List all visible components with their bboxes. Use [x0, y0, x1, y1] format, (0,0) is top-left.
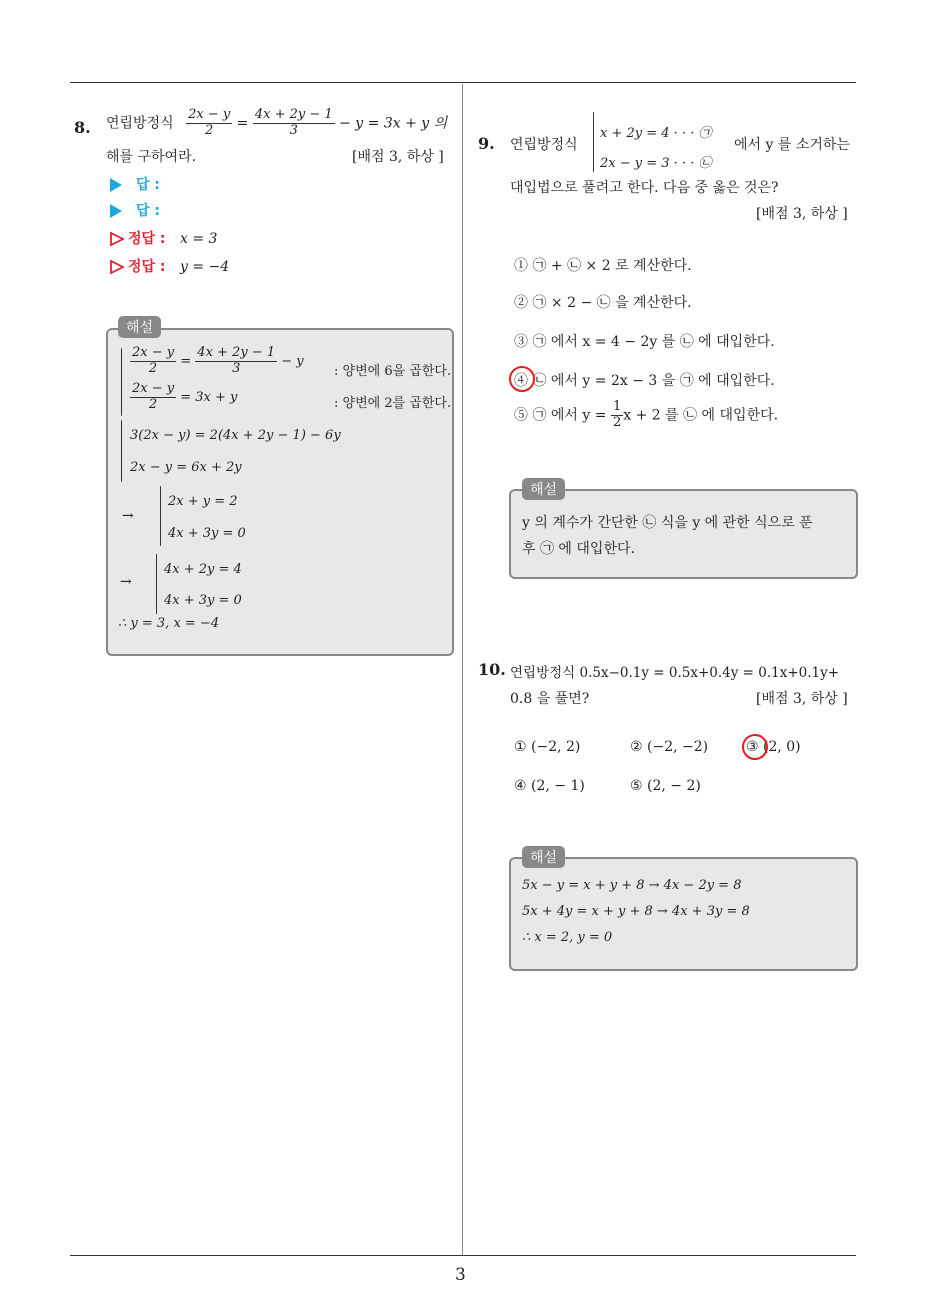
- q8-sol-e1: 4x + 2y = 4: [164, 562, 242, 577]
- q8-brace-1: [121, 348, 122, 416]
- q9-number: 9.: [478, 134, 495, 153]
- q9-option-4[interactable]: ④ ㉡ 에서 y = 2x − 3 을 ㉠ 에 대입한다.: [514, 373, 775, 389]
- q9-option-2[interactable]: ② ㉠ × 2 − ㉡ 을 계산한다.: [514, 295, 692, 311]
- q8-sol-b-note: : 양변에 2를 곱한다.: [334, 396, 452, 411]
- q8-stem-line1: [106, 108, 447, 139]
- q10-option-4[interactable]: ④ (2, − 1): [514, 778, 585, 794]
- q8-brace-4: [156, 554, 157, 614]
- q10-line2: 0.8 을 풀면?: [510, 691, 590, 707]
- q10-option-2[interactable]: ② (−2, −2): [630, 739, 709, 755]
- q8-solution-tag: 해설: [118, 316, 161, 338]
- q8-answer-2: 답 :: [110, 200, 160, 220]
- q10-option-3[interactable]: ③ (2, 0): [746, 739, 801, 755]
- q9-option-3[interactable]: ③ ㉠ 에서 x = 4 − 2y 를 ㉡ 에 대입한다.: [514, 334, 775, 350]
- q8-number: 8.: [74, 118, 91, 137]
- q8-sol-d2: 4x + 3y = 0: [168, 526, 246, 541]
- q9-sys1: x + 2y = 4 · · · ㉠: [600, 126, 712, 141]
- q9-option-1[interactable]: ① ㉠ + ㉡ × 2 로 계산한다.: [514, 258, 692, 274]
- q8-sol-c2: 2x − y = 6x + 2y: [130, 460, 242, 475]
- q8-arrow-1: →: [122, 508, 134, 524]
- q10-points: [배점 3, 하상 ]: [756, 691, 848, 707]
- q10-sol-2: 5x + 4y = x + y + 8 → 4x + 3y = 8: [522, 904, 750, 919]
- q9-tail: 에서 y 를 소거하는: [734, 137, 850, 153]
- outline-triangle-icon: [110, 260, 124, 274]
- q9-option-5[interactable]: ⑤ ㉠ 에서 y = $\frac{1}{2}$ x + 2 를 ㉡ 에 대입한다.: [514, 399, 779, 430]
- q8-frac1: $\frac{2x - y}{2}$: [188, 107, 231, 138]
- answer-circle-mark: [509, 366, 535, 392]
- q9-intro: 연립방정식: [510, 137, 578, 153]
- q10-solution-tag: 해설: [522, 846, 565, 868]
- q8-stem-line2: 해를 구하여라.: [106, 149, 197, 165]
- q10-number: 10.: [478, 660, 506, 679]
- q9-solution-line1: y 의 계수가 간단한 ㉡ 식을 y 에 관한 식으로 푼: [522, 515, 813, 531]
- q8-sol-e2: 4x + 3y = 0: [164, 593, 242, 608]
- q8-frac2: $\frac{4x + 2y - 1}{3}$: [254, 107, 333, 138]
- q8-points: [배점 3, 하상 ]: [352, 149, 444, 165]
- q8-brace-2: [121, 420, 122, 482]
- header-rule: [70, 82, 856, 83]
- play-icon: [110, 178, 122, 192]
- q8-correct-1: 정답 : x = 3: [110, 228, 217, 248]
- q9-points: [배점 3, 하상 ]: [756, 206, 848, 222]
- q8-rest: − y = 3x + y 의: [339, 115, 448, 132]
- q9-solution-tag: 해설: [522, 478, 565, 500]
- q9-sys2: 2x − y = 3 · · · ㉡: [600, 156, 712, 171]
- footer-rule: [70, 1255, 856, 1256]
- q8-sol-b: $\frac{2x - y}{2}$ = 3x + y: [132, 381, 238, 412]
- q9-solution-line2: 후 ㉠ 에 대입한다.: [522, 541, 635, 557]
- q10-option-1[interactable]: ① (−2, 2): [514, 739, 581, 755]
- q9-brace: [593, 112, 594, 172]
- q8-correct-2: 정답 : y = −4: [110, 256, 229, 276]
- q8-sol-d1: 2x + y = 2: [168, 494, 238, 509]
- outline-triangle-icon: [110, 232, 124, 246]
- q8-brace-3: [160, 486, 161, 546]
- column-divider: [462, 84, 463, 1256]
- q8-sol-a-note: : 양변에 6을 곱한다.: [334, 364, 452, 379]
- q8-answer-1: 답 :: [110, 174, 160, 194]
- q8-sol-a: $\frac{2x - y}{2}$ = $\frac{4x + 2y - 1}{3}$ − y: [132, 345, 304, 376]
- q8-arrow-2: →: [120, 574, 132, 590]
- q10-sol-3: ∴ x = 2, y = 0: [522, 930, 613, 945]
- q8-eq: =: [236, 115, 249, 132]
- q10-option-5[interactable]: ⑤ (2, − 2): [630, 778, 701, 794]
- q10-line1: 연립방정식 0.5x−0.1y = 0.5x+0.4y = 0.1x+0.1y+: [510, 665, 840, 681]
- q10-sol-1: 5x − y = x + y + 8 → 4x − 2y = 8: [522, 878, 742, 893]
- q8-sol-c1: 3(2x − y) = 2(4x + 2y − 1) − 6y: [130, 428, 341, 443]
- q8-intro: 연립방정식: [106, 115, 174, 132]
- q9-line2: 대입법으로 풀려고 한다. 다음 중 옳은 것은?: [510, 180, 779, 196]
- play-icon: [110, 204, 122, 218]
- q9-solution-box: [509, 489, 858, 579]
- q8-sol-result: ∴ y = 3, x = −4: [118, 616, 220, 631]
- answer-circle-mark: [742, 734, 768, 760]
- page-number: 3: [455, 1265, 466, 1285]
